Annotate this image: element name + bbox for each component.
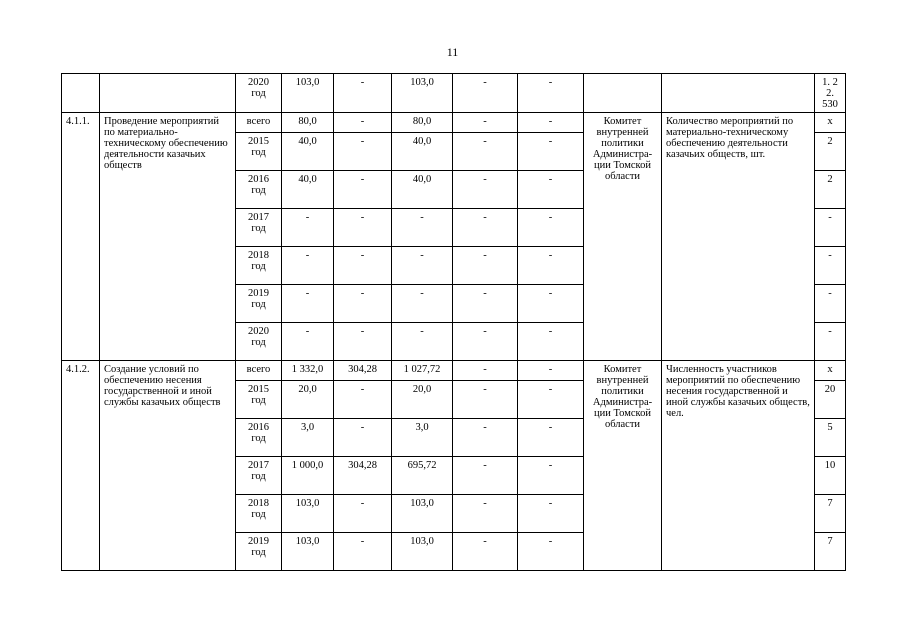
- federal-cell: -: [334, 419, 392, 457]
- total-cell: 1 332,0: [282, 361, 334, 381]
- value-cell: 2: [815, 171, 846, 209]
- local-cell: -: [453, 457, 518, 495]
- federal-cell: -: [334, 133, 392, 171]
- federal-cell: 304,28: [334, 361, 392, 381]
- federal-cell: -: [334, 171, 392, 209]
- year-cell: 2015 год: [236, 381, 282, 419]
- total-cell: -: [282, 247, 334, 285]
- year-cell: всего: [236, 361, 282, 381]
- responsible-org: Комитет внутренней политики Администра-ции Томской области: [584, 361, 662, 571]
- value-cell: 5: [815, 419, 846, 457]
- regional-cell: 40,0: [392, 171, 453, 209]
- total-cell: 80,0: [282, 113, 334, 133]
- year-cell: 2019 год: [236, 533, 282, 571]
- local-cell: -: [453, 113, 518, 133]
- value-cell: 20: [815, 381, 846, 419]
- other-cell: -: [518, 533, 584, 571]
- year-cell: 2016 год: [236, 171, 282, 209]
- regional-cell: -: [392, 323, 453, 361]
- value-cell: 10: [815, 457, 846, 495]
- value-cell: 7: [815, 533, 846, 571]
- regional-cell: 80,0: [392, 113, 453, 133]
- num-cell: [62, 74, 100, 113]
- total-cell: 40,0: [282, 133, 334, 171]
- year-cell: 2019 год: [236, 285, 282, 323]
- regional-cell: 20,0: [392, 381, 453, 419]
- regional-cell: -: [392, 285, 453, 323]
- year-cell: 2016 год: [236, 419, 282, 457]
- total-cell: 103,0: [282, 533, 334, 571]
- federal-cell: -: [334, 495, 392, 533]
- federal-cell: -: [334, 285, 392, 323]
- local-cell: -: [453, 419, 518, 457]
- regional-cell: -: [392, 247, 453, 285]
- value-cell: 2: [815, 133, 846, 171]
- value-cell: 7: [815, 495, 846, 533]
- year-cell: 2017 год: [236, 209, 282, 247]
- item-name: Создание условий по обеспечению несения государственной и иной службы казачьих обществ: [100, 361, 236, 571]
- local-cell: -: [453, 361, 518, 381]
- indicator-cell: [662, 74, 815, 113]
- local-cell: -: [453, 171, 518, 209]
- value-cell: х: [815, 113, 846, 133]
- other-cell: -: [518, 133, 584, 171]
- total-cell: 40,0: [282, 171, 334, 209]
- federal-cell: -: [334, 74, 392, 113]
- other-cell: -: [518, 361, 584, 381]
- total-cell: 20,0: [282, 381, 334, 419]
- year-cell: 2015 год: [236, 133, 282, 171]
- regional-cell: 3,0: [392, 419, 453, 457]
- total-cell: 103,0: [282, 74, 334, 113]
- item-number: 4.1.1.: [62, 113, 100, 361]
- total-cell: 3,0: [282, 419, 334, 457]
- year-cell: 2018 год: [236, 247, 282, 285]
- year-cell: 2018 год: [236, 495, 282, 533]
- federal-cell: -: [334, 381, 392, 419]
- value-cell: х: [815, 361, 846, 381]
- local-cell: -: [453, 533, 518, 571]
- other-cell: -: [518, 247, 584, 285]
- total-cell: 103,0: [282, 495, 334, 533]
- other-cell: -: [518, 419, 584, 457]
- total-cell: -: [282, 323, 334, 361]
- value-cell: 1. 2 2. 530: [815, 74, 846, 113]
- other-cell: -: [518, 285, 584, 323]
- other-cell: -: [518, 209, 584, 247]
- year-cell: всего: [236, 113, 282, 133]
- value-cell: -: [815, 247, 846, 285]
- federal-cell: -: [334, 209, 392, 247]
- table-row: [62, 113, 846, 133]
- federal-cell: -: [334, 533, 392, 571]
- other-cell: -: [518, 457, 584, 495]
- local-cell: -: [453, 381, 518, 419]
- responsible-org: Комитет внутренней политики Администра-ции Томской области: [584, 113, 662, 361]
- federal-cell: 304,28: [334, 457, 392, 495]
- local-cell: -: [453, 209, 518, 247]
- local-cell: -: [453, 247, 518, 285]
- value-cell: -: [815, 285, 846, 323]
- federal-cell: -: [334, 323, 392, 361]
- org-cell: [584, 74, 662, 113]
- indicator-name: Численность участников мероприятий по обеспечению несения государственной и иной службы казачьих обществ, чел.: [662, 361, 815, 571]
- year-cell: 2017 год: [236, 457, 282, 495]
- item-number: 4.1.2.: [62, 361, 100, 571]
- regional-cell: 103,0: [392, 74, 453, 113]
- item-name: Проведение мероприятий по материально-техническому обеспечению деятельности казачьих обществ: [100, 113, 236, 361]
- regional-cell: 103,0: [392, 533, 453, 571]
- federal-cell: -: [334, 113, 392, 133]
- other-cell: -: [518, 113, 584, 133]
- local-cell: -: [453, 133, 518, 171]
- table-row: [62, 74, 846, 113]
- total-cell: -: [282, 285, 334, 323]
- local-cell: -: [453, 285, 518, 323]
- other-cell: -: [518, 74, 584, 113]
- other-cell: -: [518, 171, 584, 209]
- other-cell: -: [518, 495, 584, 533]
- value-cell: -: [815, 323, 846, 361]
- year-cell: 2020 год: [236, 323, 282, 361]
- local-cell: -: [453, 495, 518, 533]
- year-cell: 2020 год: [236, 74, 282, 113]
- federal-cell: -: [334, 247, 392, 285]
- name-cell: [100, 74, 236, 113]
- table-row: [62, 361, 846, 381]
- page-number: 11: [446, 45, 459, 59]
- regional-cell: 103,0: [392, 495, 453, 533]
- regional-cell: 695,72: [392, 457, 453, 495]
- value-cell: -: [815, 209, 846, 247]
- local-cell: -: [453, 74, 518, 113]
- indicator-name: Количество мероприятий по материально-техническому обеспечению деятельности казачьих обществ, шт.: [662, 113, 815, 361]
- regional-cell: 40,0: [392, 133, 453, 171]
- regional-cell: 1 027,72: [392, 361, 453, 381]
- total-cell: 1 000,0: [282, 457, 334, 495]
- other-cell: -: [518, 323, 584, 361]
- regional-cell: -: [392, 209, 453, 247]
- total-cell: -: [282, 209, 334, 247]
- program-table: [61, 73, 846, 571]
- other-cell: -: [518, 381, 584, 419]
- local-cell: -: [453, 323, 518, 361]
